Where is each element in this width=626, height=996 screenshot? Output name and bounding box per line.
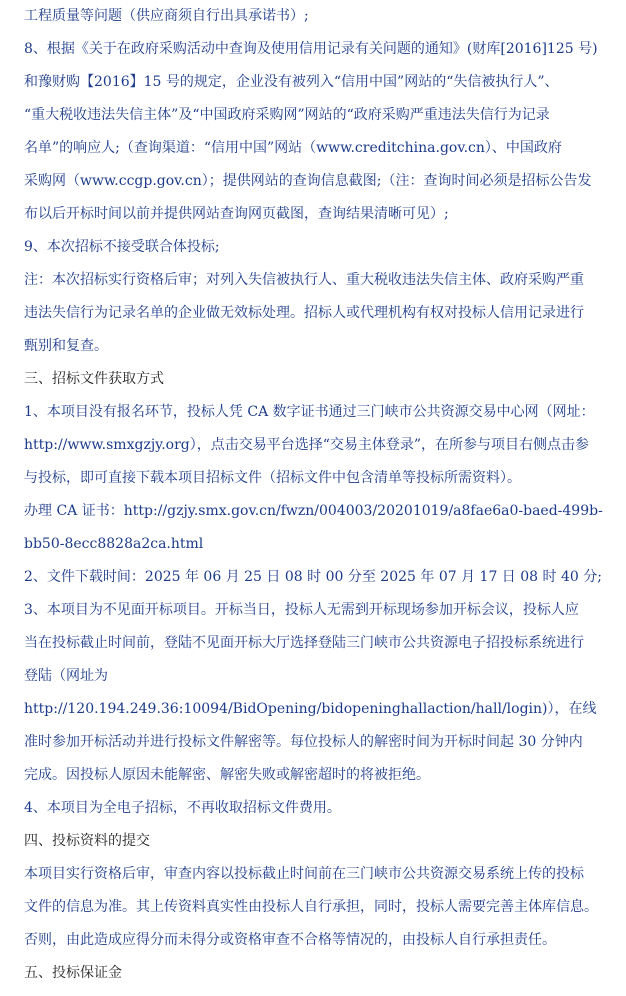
text-line-4: “重大税收违法失信主体”及“中国政府采购网”网站的“政府采购严重违法失信行为记录 xyxy=(24,107,550,123)
text-line-3: 和豫财购【2016】15 号的规定，企业没有被列入“信用中国”网站的“失信被执行人”、 xyxy=(24,74,559,90)
ca-certificate-link-continued: bb50-8ecc8828a2ca.html xyxy=(24,536,204,552)
text-line-25: 4、本项目为全电子招标，不再收取招标文件费用。 xyxy=(24,800,341,816)
text-line-15: 与投标，即可直接下载本项目招标文件（招标文件中包含清单等投标所需资料）。 xyxy=(24,470,521,486)
text-line-2: 8、根据《关于在政府采购活动中查询及使用信用记录有关问题的通知》(财库[2016]125 号) xyxy=(24,41,598,57)
ca-certificate-link-line: 办理 CA 证书：http://gzjy.smx.gov.cn/fwzn/004003/20201019/a8fae6a0-baed-499b- xyxy=(24,503,603,519)
section-heading-4: 四、投标资料的提交 xyxy=(24,833,150,849)
bid-opening-url-line: http://120.194.249.36:10094/BidOpening/bidopeninghallaction/hall/login)），在线 xyxy=(24,701,597,717)
text-line-9: 注：本次招标实行资格后审；对列入失信被执行人、重大税收违法失信主体、政府采购严重 xyxy=(24,272,584,288)
document-body xyxy=(24,6,604,996)
text-line-21: 登陆（网址为 xyxy=(24,668,108,684)
text-line-7: 布以后开标时间以前并提供网站查询网页截图，查询结果清晰可见）; xyxy=(24,206,449,222)
text-line-6: 采购网（www.ccgp.gov.cn）；提供网站的查询信息截图;（注：查询时间必须是招标公告发 xyxy=(24,173,592,189)
text-line-23: 准时参加开标活动并进行投标文件解密等。每位投标人的解密时间为开标时间起 30 分钟内 xyxy=(24,734,583,750)
text-line-29: 否则，由此造成应得分而未得分或资格审查不合格等情况的，由投标人自行承担责任。 xyxy=(24,932,556,948)
text-line-20: 当在投标截止时间前，登陆不见面开标大厅选择登陆三门峡市公共资源电子招投标系统进行 xyxy=(24,635,584,651)
section-heading-5: 五、投标保证金 xyxy=(24,965,122,981)
text-line-10: 违法失信行为记录名单的企业做无效标处理。招标人或代理机构有权对投标人信用记录进行 xyxy=(24,305,584,321)
text-line-1: 工程质量等问题（供应商须自行出具承诺书）; xyxy=(24,8,309,24)
download-time-line: 2、文件下载时间：2025 年 06 月 25 日 08 时 00 分至 2025 年 07 月 17 日 08 时 40 分; xyxy=(24,569,602,585)
text-line-13: 1、本项目没有报名环节，投标人凭 CA 数字证书通过三门峡市公共资源交易中心网（网址： xyxy=(24,404,595,420)
text-line-14: http://www.smxgzjy.org），点击交易平台选择“交易主体登录”，在所参与项目右侧点击参 xyxy=(24,437,590,453)
text-line-27: 本项目实行资格后审，审查内容以投标截止时间前在三门峡市公共资源交易系统上传的投标 xyxy=(24,866,584,882)
section-heading-3: 三、招标文件获取方式 xyxy=(24,371,164,387)
text-line-24: 完成。因投标人原因未能解密、解密失败或解密超时的将被拒绝。 xyxy=(24,767,430,783)
text-line-11: 甄别和复查。 xyxy=(24,338,108,354)
text-line-8: 9、本次招标不接受联合体投标; xyxy=(24,239,220,255)
text-line-28: 文件的信息为准。其上传资料真实性由投标人自行承担，同时，投标人需要完善主体库信息。 xyxy=(24,899,598,915)
text-line-19: 3、本项目为不见面开标项目。开标当日，投标人无需到开标现场参加开标会议，投标人应 xyxy=(24,602,579,618)
text-line-5: 名单”的响应人;（查询渠道：“信用中国”网站（www.creditchina.gov.cn）、中国政府 xyxy=(24,140,562,156)
